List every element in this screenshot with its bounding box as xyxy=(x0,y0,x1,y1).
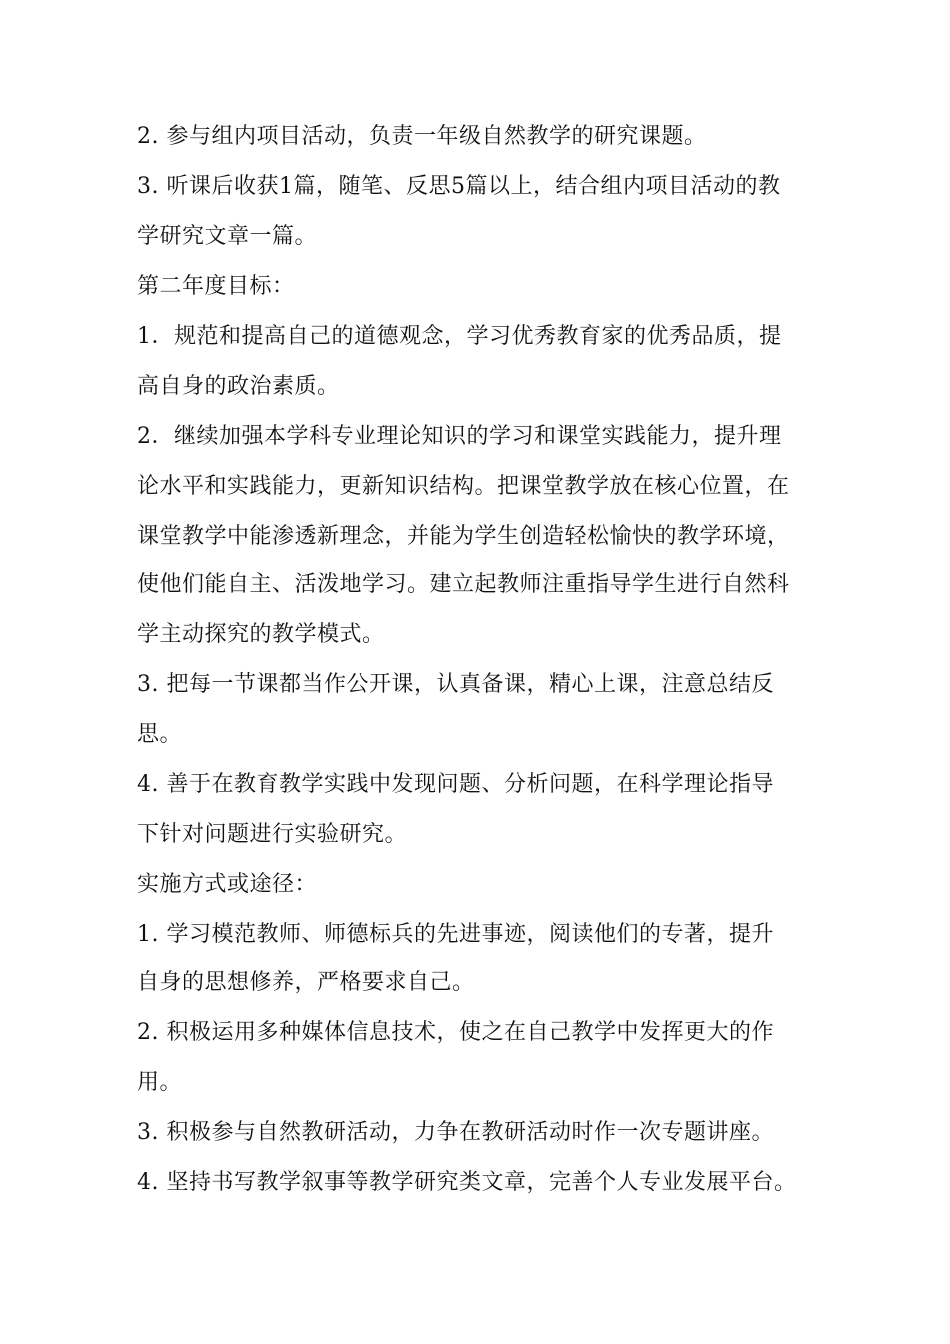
text-line: 4. 善于在教育教学实践中发现问题、分析问题，在科学理论指导 xyxy=(137,772,774,797)
text-line: 2. 积极运用多种媒体信息技术，使之在自己教学中发挥更大的作 xyxy=(137,1020,774,1045)
text-line: 使他们能自主、活泼地学习。建立起教师注重指导学生进行自然科 xyxy=(137,572,790,597)
text-line: 4. 坚持书写教学叙事等教学研究类文章，完善个人专业发展平台。 xyxy=(137,1170,797,1195)
text-line: 用。 xyxy=(137,1070,183,1095)
text-line: 1．规范和提高自己的道德观念，学习优秀教育家的优秀品质，提 xyxy=(137,324,782,349)
text-line: 3. 把每一节课都当作公开课，认真备课，精心上课，注意总结反 xyxy=(137,672,774,697)
text-line: 3. 听课后收获1篇，随笔、反思5篇以上，结合组内项目活动的教 xyxy=(137,174,781,199)
text-line: 3. 积极参与自然教研活动，力争在教研活动时作一次专题讲座。 xyxy=(137,1120,774,1145)
text-line: 2. 参与组内项目活动，负责一年级自然教学的研究课题。 xyxy=(137,124,707,149)
text-line: 下针对问题进行实验研究。 xyxy=(137,822,408,847)
text-line: 学研究文章一篇。 xyxy=(137,224,318,249)
text-line: 课堂教学中能渗透新理念，并能为学生创造轻松愉快的教学环境， xyxy=(137,524,790,549)
text-line: 2．继续加强本学科专业理论知识的学习和课堂实践能力，提升理 xyxy=(137,424,782,449)
text-line: 高自身的政治素质。 xyxy=(137,374,340,399)
text-line: 论水平和实践能力，更新知识结构。把课堂教学放在核心位置，在 xyxy=(137,474,790,499)
text-line: 1. 学习模范教师、师德标兵的先进事迹，阅读他们的专著，提升 xyxy=(137,922,774,947)
text-line: 自身的思想修养，严格要求自己。 xyxy=(137,970,475,995)
text-line: 思。 xyxy=(137,722,183,747)
section-heading: 第二年度目标： xyxy=(137,274,295,299)
section-heading: 实施方式或途径： xyxy=(137,872,318,897)
text-line: 学主动探究的教学模式。 xyxy=(137,622,385,647)
